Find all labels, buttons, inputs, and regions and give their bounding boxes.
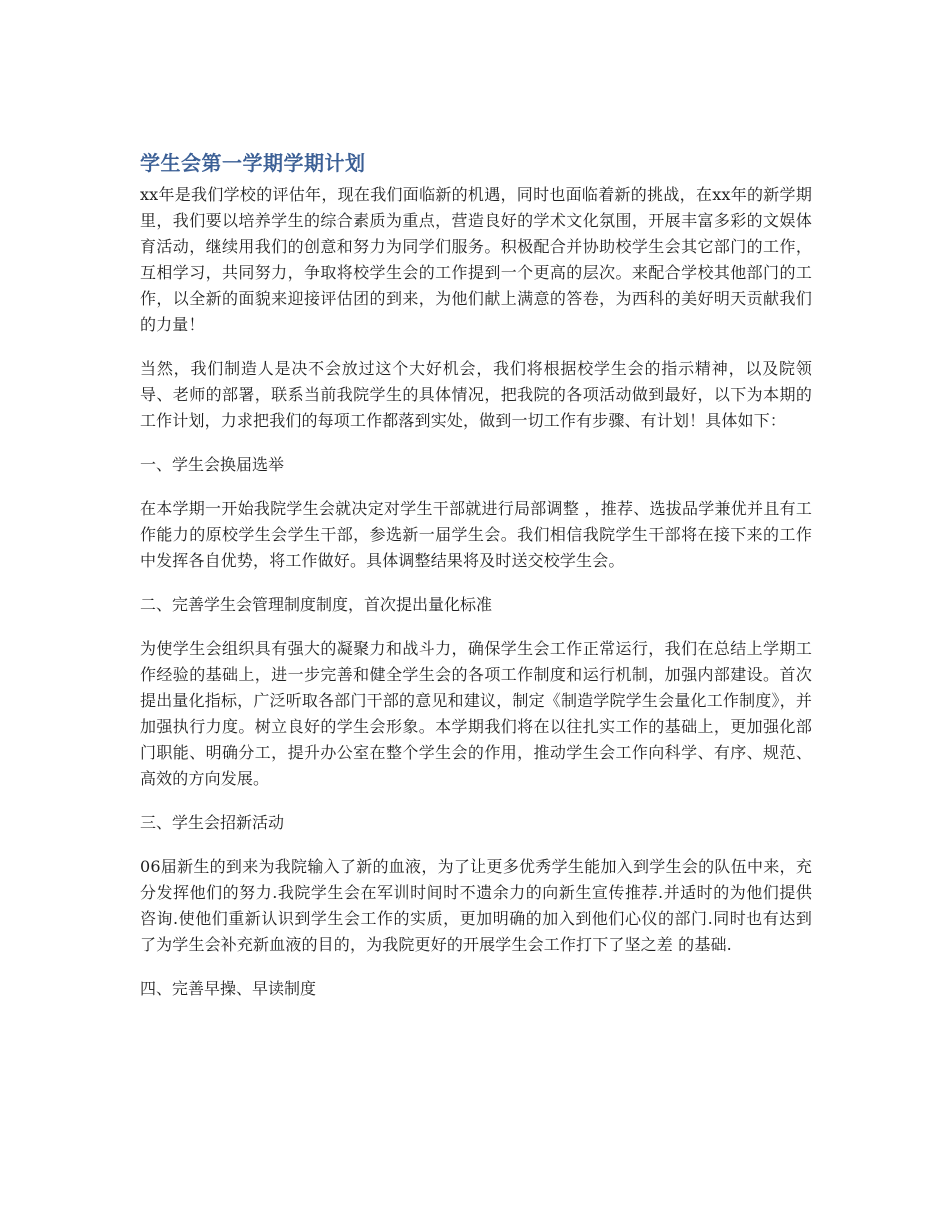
section-paragraph-recruitment: 06届新生的到来为我院输入了新的血液，为了让更多优秀学生能加入到学生会的队伍中来，充分发挥他们的努力.我院学生会在军训时间时不遗余力的向新生宣传推荐.并适时的为他们提供咨询.使他们重新认识到学生会工作的实质，更加明确的加入到他们心仪的部门.同时也有达到了为学生会补充新血液的目的，为我院更好的开展学生会工作打下了坚之差 的基础. (140, 857, 812, 954)
section-heading-management: 二、完善学生会管理制度制度，首次提出量化标准 (140, 595, 493, 614)
section-heading-recruitment: 三、学生会招新活动 (140, 813, 285, 832)
section-heading-morning-routine: 四、完善早操、早读制度 (140, 979, 317, 998)
page-title: 学生会第一学期学期计划 (140, 151, 366, 175)
section-paragraph-management: 为使学生会组织具有强大的凝聚力和战斗力，确保学生会工作正常运行，我们在总结上学期工作经验的基础上，进一步完善和健全学生会的各项工作制度和运行机制，加强内部建设。首次提出量化指标，广泛听取各部门干部的意见和建议，制定《制造学院学生会量化工作制度》，并加强执行力度。树立良好的学生会形象。本学期我们将在以往扎实工作的基础上，更加强化部门职能、明确分工，提升办公室在整个学生会的作用，推动学生会工作向科学、有序、规范、高效的方向发展。 (140, 639, 812, 788)
section-heading-election: 一、学生会换届选举 (140, 455, 285, 474)
document-page (140, 148, 812, 1020)
intro-paragraph-2: 当然，我们制造人是决不会放过这个大好机会，我们将根据校学生会的指示精神，以及院领导、老师的部署，联系当前我院学生的具体情况，把我院的各项活动做到最好，以下为本期的工作计划，力求把我们的每项工作都落到实处，做到一切工作有步骤、有计划！具体如下： (140, 359, 812, 430)
section-paragraph-election: 在本学期一开始我院学生会就决定对学生干部就进行局部调整 ，推荐、选拔品学兼优并且有工作能力的原校学生会学生干部，参选新一届学生会。我们相信我院学生干部将在接下来的工作中发挥各自优势，将工作做好。具体调整结果将及时送交校学生会。 (140, 499, 812, 570)
intro-paragraph-1: xx年是我们学校的评估年，现在我们面临新的机遇，同时也面临着新的挑战，在xx年的新学期里，我们要以培养学生的综合素质为重点，营造良好的学术文化氛围，开展丰富多彩的文娱体育活动，继续用我们的创意和努力为同学们服务。积极配合并协助校学生会其它部门的工作，互相学习，共同努力，争取将校学生会的工作提到一个更高的层次。来配合学校其他部门的工作，以全新的面貌来迎接评估团的到来，为他们献上满意的答卷，为西科的美好明天贡献我们的力量！ (140, 185, 812, 334)
